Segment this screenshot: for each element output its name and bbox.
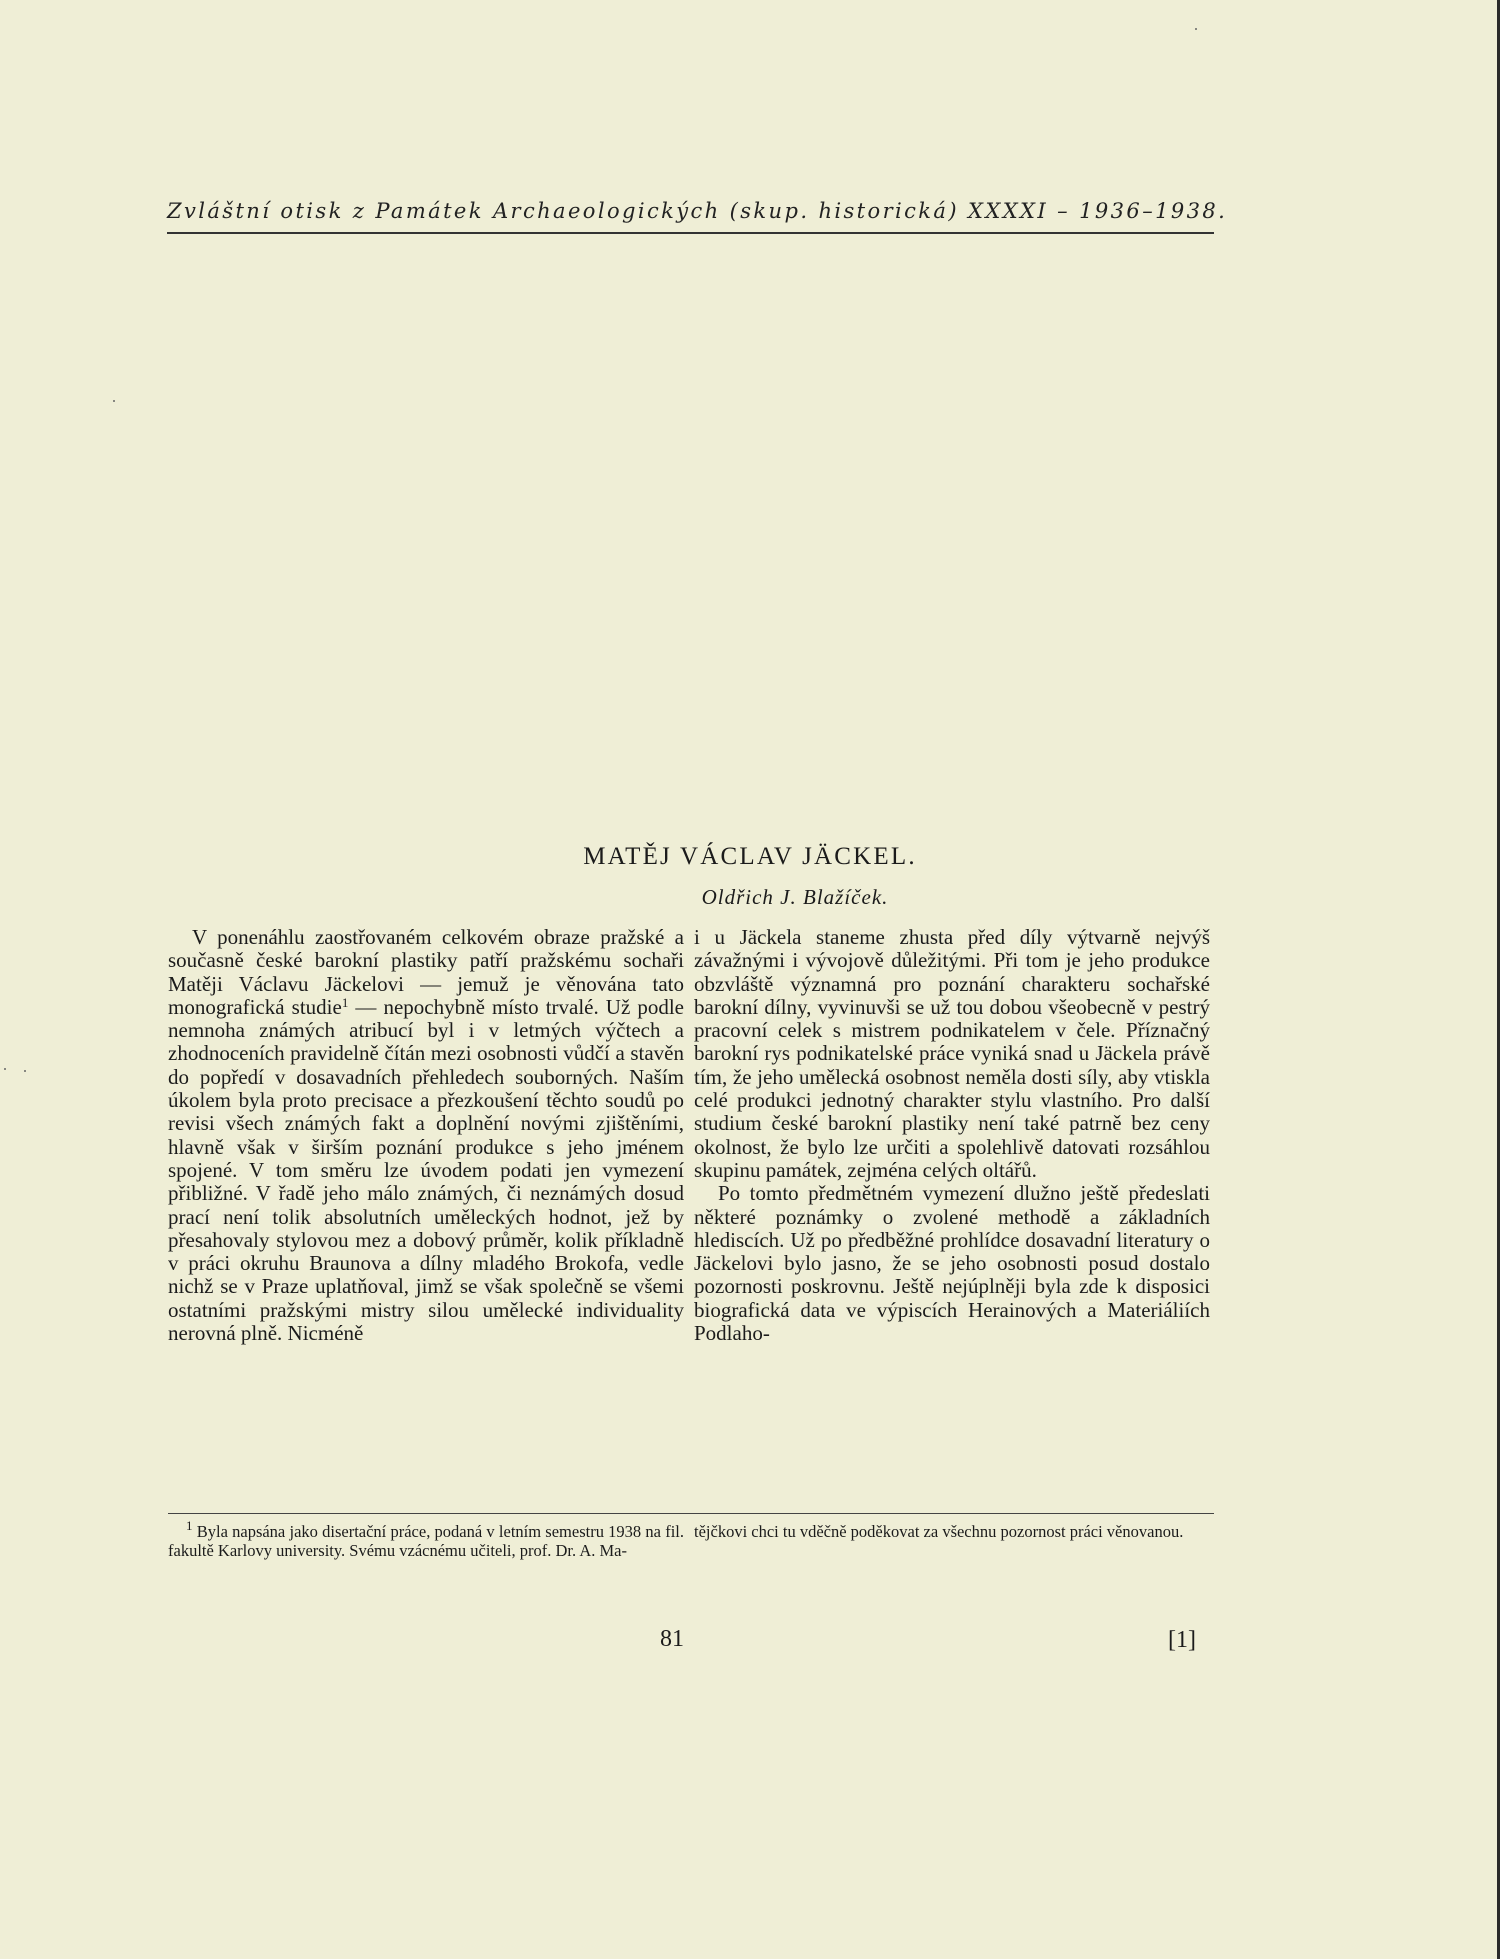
paragraph-text-part1: V ponenáhlu zaostřovaném celkovém obraze pražské a současně české barokní plastiky patří pražskému sochaři Matěji Václavu Jäckelovi — jemuž je věnována tato monografická studie	[168, 925, 684, 1019]
paragraph-text-part2: — nepochybně místo trvalé. Už podle nemnoha známých atribucí byl i v letmých výčtech a zhodnoceních pravidelně čítán mezi osobnosti vůdčí a stavěn do popředí v dosavadních přehledech souborných. Naším úkolem byla proto precisace a přezkoušení těchto soudů po revisi všech známých fakt a doplnění novými zjištěními, hlavně však v širším poznání produkce s jeho jménem spojené. V tom směru lze úvodem podati jen vymezení přibližné. V řadě jeho málo známých, či neznámých dosud prací není tolik absolutních uměleckých hodnot, jež by přesahovaly stylovou mez a dobový průměr, kolik příkladně v práci okruhu Braunova a dílny mladého Brokofa, vedle nichž se v Praze uplatňoval, jimž se však společně se všemi ostatními pražskými mistry silou umělecké individuality nerovná plně. Nicméně	[168, 994, 684, 1346]
scan-speck	[24, 1070, 26, 1072]
footnote-right: tějčkovi chci tu vděčně poděkovat za všechnu pozornost práci věnovanou.	[694, 1522, 1184, 1541]
text-column-right	[694, 926, 1210, 1345]
article-author: Oldřich J. Blažíček.	[701, 885, 889, 909]
scan-speck	[113, 400, 115, 402]
scan-speck	[4, 1068, 6, 1070]
text-column-left	[168, 926, 684, 1345]
footnote-mark: 1	[186, 1518, 193, 1533]
footnote-rule	[168, 1513, 1214, 1514]
page-number: 81	[660, 1626, 684, 1652]
scan-speck	[1195, 28, 1197, 30]
footnote-text: Byla napsána jako disertační práce, podaná v letním semestru 1938 na fil. fakultě Karlovy university. Svému vzácnému učiteli, prof. Dr. A. Ma-	[168, 1522, 684, 1560]
header-rule	[167, 232, 1214, 234]
footnote-reference: 1	[341, 994, 349, 1010]
footnote-left	[168, 1518, 684, 1560]
paragraph	[168, 926, 684, 1345]
paragraph: Po tomto předmětném vymezení dlužno ještě předeslati některé poznámky o zvolené methodě a základních hlediscích. Už po předběžné prohlídce dosavadní literatury o Jäckelovi bylo jasno, že se jeho osobnosti posud dostalo pozornosti poskrovnu. Ještě nejúplněji byla zde k disposici biografická data ve výpiscích Herainových a Materiáliích Podlaho-	[694, 1181, 1210, 1346]
sheet-number: [1]	[1168, 1627, 1196, 1653]
paragraph-continued: i u Jäckela staneme zhusta před díly výtvarně nejvýš závažnými i vývojově důležitými. Při tom je jeho produkce obzvláště významná pro poznání charakteru sochařské barokní dílny, vyvinuvši se už tou dobou všeobecně v pestrý pracovní celek s mistrem podnikatelem v čele. Příznačný barokní rys podnikatelské práce vyniká snad u Jäckela právě tím, že jeho umělecká osobnost neměla dosti síly, aby vtiskla celé produkci jednotný charakter stylu vlastního. Pro další studium české barokní plastiky není také patrně bez ceny okolnost, že bylo lze určiti a spolehlivě datovati rozsáhlou skupinu památek, zejména celých oltářů.	[694, 925, 1210, 1182]
offprint-header: Zvláštní otisk z Památek Archaeologických (skup. historická) XXXXI – 1936–1938.	[167, 199, 1228, 223]
article-title: MATĚJ VÁCLAV JÄCKEL.	[583, 843, 917, 870]
